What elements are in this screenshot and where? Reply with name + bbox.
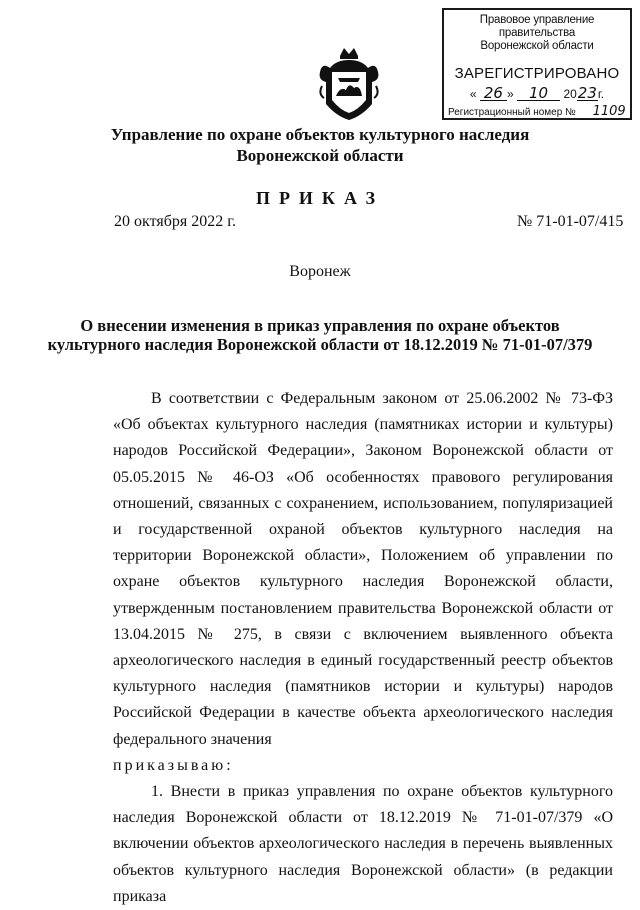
stamp-date — [444, 86, 630, 101]
document-number: № 71-01-07/415 — [517, 213, 624, 230]
stamp-reg-number-label: Регистрационный номер № — [448, 107, 576, 118]
document-city: Воронеж — [289, 263, 351, 280]
subject-line1: О внесении изменения в приказ управления по охране объектов — [80, 316, 560, 335]
organization-name — [0, 124, 640, 166]
stamp-registered-label: ЗАРЕГИСТРИРОВАНО — [454, 65, 620, 82]
stamp-department-line2: Воронежской области — [480, 40, 594, 52]
coat-of-arms-icon — [316, 46, 382, 122]
stamp-reg-number-handwritten: 1109 — [579, 105, 632, 120]
stamp-quote-close: » — [506, 87, 514, 101]
stamp-reg-number — [448, 105, 626, 120]
registration-stamp — [442, 8, 632, 120]
organization-line2: Воронежской области — [236, 146, 404, 165]
document-date: 20 октября 2022 г. — [114, 213, 236, 230]
stamp-year-handwritten: 23 — [577, 84, 597, 102]
document-type: ПРИКАЗ — [255, 188, 385, 208]
stamp-year-end: г. — [597, 87, 605, 101]
stamp-department-line1: Правовое управление правительства — [479, 14, 595, 39]
document-body — [113, 386, 613, 910]
order-word: приказываю: — [113, 756, 234, 774]
stamp-month-handwritten: 10 — [517, 86, 560, 101]
body-paragraph-1: В соответствии с Федеральным законом от 25.06.2002 № 73-ФЗ «Об объектах культурного наследия (памятниках истории и культуры) народов Российской Федерации», Законом Воронежской области от 05.05.2015 № 46-ОЗ «Об особенностях правового регулирования отношений, связанных с сохранением, использованием, популяризацией и государственной охраной объектов культурного наследия на территории Воронежской области», Положением об управлении по охране объектов культурного наследия Воронежской области, утвержденным постановлением правительства Воронежской области от 13.04.2015 № 275, в связи с включением выявленного объекта археологического наследия в единый государственный реестр объектов культурного наследия (памятников истории и культуры) народов Российской Федерации в качестве объекта археологического наследия федерального значения — [113, 390, 613, 748]
body-item-1: 1. Внести в приказ управления по охране объектов культурного наследия Воронежской области от 18.12.2019 № 71-01-07/379 «О включении объектов археологического наследия в перечень выявленных объектов культурного наследия Воронежской области» (в редакции приказа — [113, 783, 613, 905]
stamp-day-handwritten: 26 — [480, 86, 507, 101]
stamp-year-prefix: 20 — [563, 87, 577, 101]
stamp-department — [444, 14, 630, 53]
document-subject — [0, 316, 640, 354]
stamp-quote-open: « — [469, 87, 477, 101]
organization-line1: Управление по охране объектов культурного наследия — [110, 125, 530, 144]
subject-line2: культурного наследия Воронежской области от 18.12.2019 № 71-01-07/379 — [47, 335, 593, 354]
